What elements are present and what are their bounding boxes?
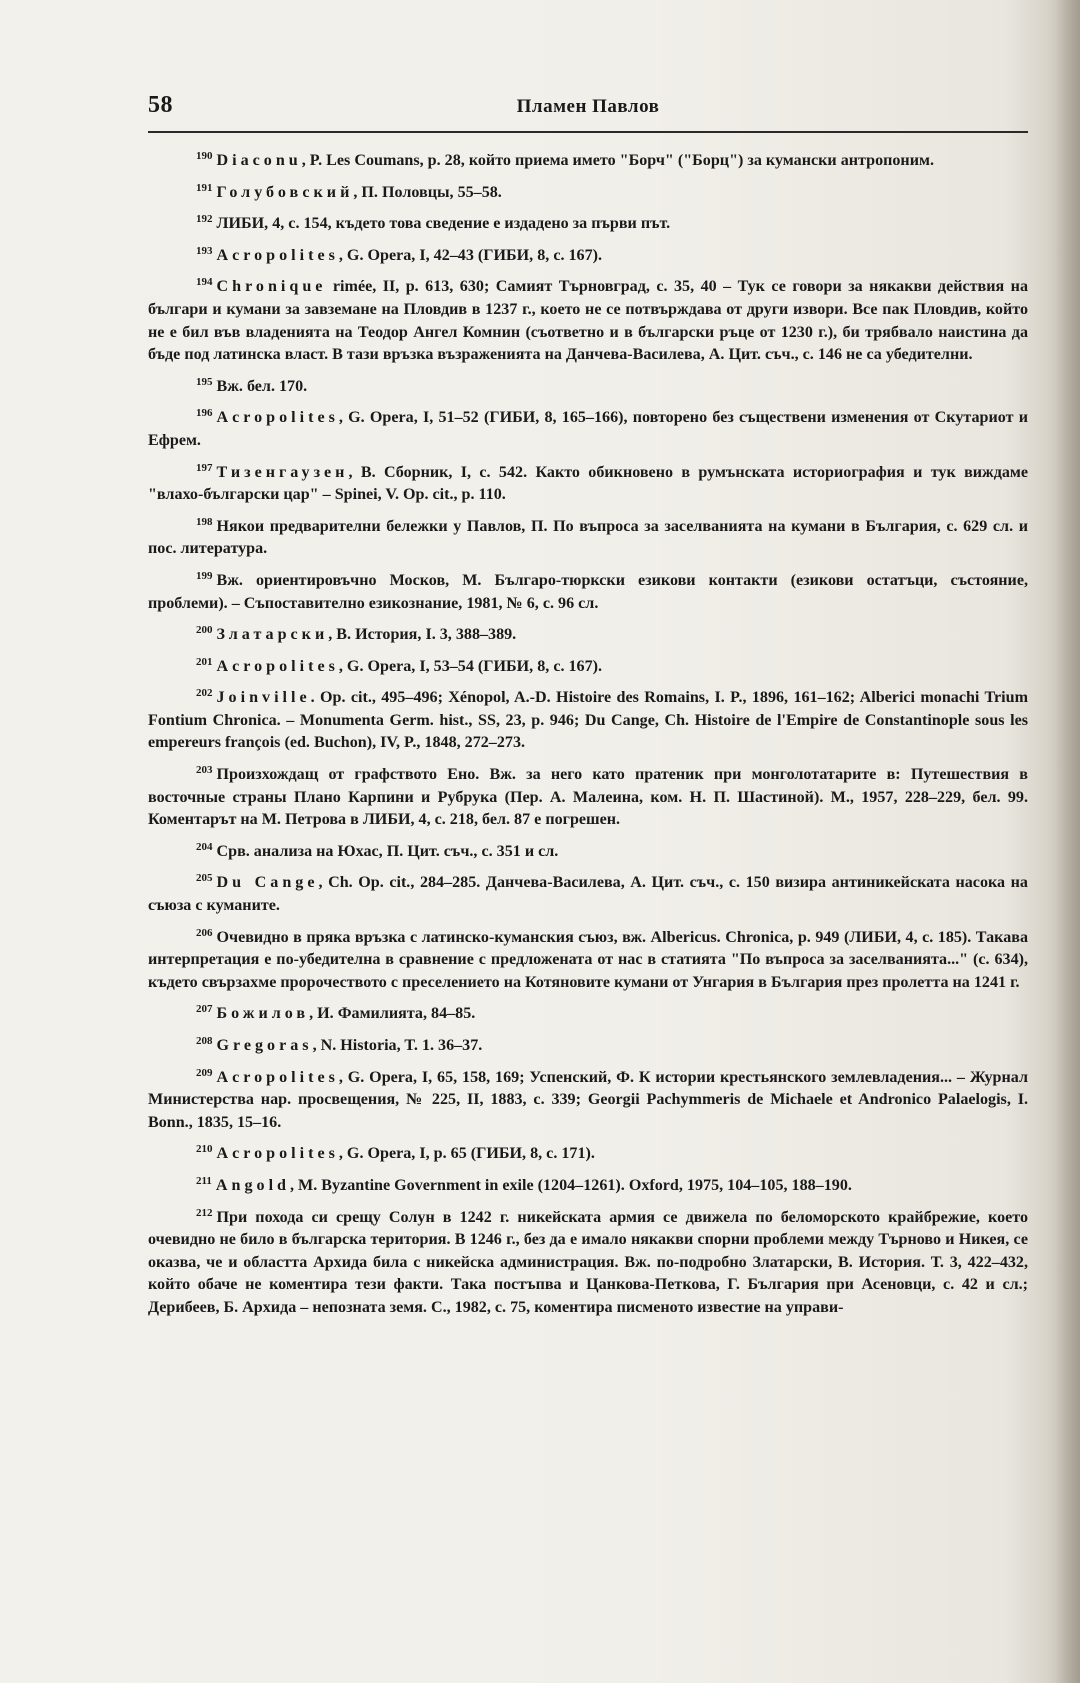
page-edge-shadow: [1054, 0, 1080, 1683]
footnote-text: Някои предварителни бележки у Павлов, П. По въпроса за заселванията на кумани в България, с. 629 сл. и пос. литература.: [148, 517, 1028, 558]
footnote: [148, 1202, 1028, 1320]
footnote-number: 207: [196, 1003, 213, 1016]
footnote: [148, 1170, 1028, 1198]
footnote-number: 212: [196, 1206, 213, 1219]
footnote-text: rimée, II, p. 613, 630; Самият Търновград, с. 35, 40 – Тук се говори за някакви действия на българи и кумани за завземане на Пловдив в 1237 г., което не се потвърждава от други извори. Все пак Пловдив, който не е бил във владенията на Теодор Ангел Комнин (съответно и в български ръце от 1230 г.), би трябвало наистина да бъде под латинска власт. В тази връзка възраженията на Данчева-Василева, А. Цит. съч., с. 146 не са убедителни.: [148, 278, 1028, 364]
footnote-number: 205: [196, 872, 213, 885]
footnote: [148, 511, 1028, 561]
header-rule: [148, 131, 1028, 133]
footnote-text: , G. Opera, I, 65, 158, 169; Успенский, Ф. К истории крестьянского землевладения... – Журнал Министерства нар. просвещения, № 225, II, 1883, с. 339; Georgii Pachymmeris de Michaele et Andronico Palaelogis, I. Bonn., 1835, 15–16.: [148, 1068, 1028, 1131]
footnote: [148, 836, 1028, 864]
footnote-number: 204: [196, 840, 213, 853]
footnote: [148, 371, 1028, 399]
footnote: [148, 177, 1028, 205]
footnote-number: 209: [196, 1066, 213, 1079]
footnote-number: 190: [196, 150, 213, 162]
footnote-number: 196: [196, 407, 213, 420]
footnote-author: Божилов: [216, 1005, 310, 1023]
footnote-author: Du Cange: [216, 874, 319, 892]
footnote-number: 193: [196, 244, 213, 257]
footnote-number: 191: [196, 181, 213, 194]
footnote-author: Acropolites: [216, 1145, 339, 1163]
footnote: [148, 1030, 1028, 1058]
footnote: [148, 1062, 1028, 1135]
footnote-text: . Op. cit., 495–496; Xénopol, A.-D. Histoire des Romains, I. P., 1896, 161–162; Alberici monachi Trium Fontium Chronica. – Monumenta Germ. hist., SS, 23, p. 946; Du Cange, Ch. Histoire de l'Empire de Constantinople sous les empereurs françois (ed. Buchon), IV, P., 1848, 272–273.: [148, 689, 1028, 752]
footnote-author: Acropolites: [216, 246, 339, 264]
footnote-author: Acropolites: [216, 1068, 339, 1086]
footnote-text: , И. Фамилията, 84–85.: [309, 1005, 476, 1023]
footnote-author: Acropolites: [216, 657, 339, 675]
page-number: 58: [148, 92, 173, 118]
footnote: [148, 402, 1028, 452]
footnote-text: , G. Opera, I, 53–54 (ГИБИ, 8, с. 167).: [338, 657, 603, 675]
footnote-number: 202: [196, 687, 213, 700]
footnote-number: 194: [196, 276, 213, 289]
footnote-number: 195: [196, 375, 213, 388]
footnote-author: Diaconu: [216, 152, 302, 169]
footnote-text: Произхождащ от графството Ено. Вж. за него като пратеник при монголотатарите в: Путешествия в восточные страны Плано Карпини и Рубрука (Пер. А. Малеина, ком. Н. П. Шастиной). М., 1957, 228–229, бел. 99. Коментарът на М. Петрова в ЛИБИ, 4, с. 218, бел. 87 е погрешен.: [148, 766, 1028, 829]
footnote-number: 208: [196, 1035, 213, 1047]
footnote: [148, 759, 1028, 832]
footnote: [148, 1138, 1028, 1166]
running-head: Пламен Павлов: [516, 96, 660, 117]
footnote-text: , П. Половцы, 55–58.: [353, 183, 502, 201]
footnote-text: Очевидно в пряка връзка с латинско-куманския съюз, вж. Albericus. Chronica, p. 949 (ЛИБИ, 4, с. 185). Такава интерпретация е по-убедителна в сравнение с предложената от нас в статията "По въпроса за заселванията..." (с. 634), където свързахме пророчеството с преселението на Котяновите кумани от Унгария в България през пролетта на 1241 г.: [148, 928, 1028, 991]
footnote-number: 200: [196, 624, 213, 637]
footnote-text: , G. Opera, I, 42–43 (ГИБИ, 8, с. 167).: [338, 246, 603, 264]
footnote-number: 197: [196, 461, 213, 474]
footnote: [148, 998, 1028, 1026]
footnote-author: Angold: [215, 1176, 290, 1194]
footnote-author: Joinville: [216, 689, 311, 707]
footnote: [148, 457, 1028, 507]
footnote-author: Златарски: [216, 626, 329, 644]
footnote-text: , Ch. Op. cit., 284–285. Данчева-Василева, А. Цит. съч., с. 150 визира антиникейската насока на съюза с куманите.: [148, 874, 1028, 915]
footnote-text: , G. Opera, I, 51–52 (ГИБИ, 8, 165–166), повторено без съществени изменения от Скутариот и Ефрем.: [148, 409, 1028, 449]
footnote: [148, 565, 1028, 615]
footnote-text: , P. Les Coumans, p. 28, който приема името "Борч" ("Борц") за кумански антропоним.: [301, 152, 934, 169]
footnote-text: Вж. бел. 170.: [216, 377, 308, 395]
footnote-text: Срв. анализа на Юхас, П. Цит. съч., с. 351 и сл.: [216, 842, 559, 860]
footnote-author: Acropolites: [216, 409, 339, 427]
footnote: [148, 651, 1028, 679]
footnote-text: , В. История, I. 3, 388–389.: [328, 626, 517, 644]
footnote-text: , G. Opera, I, p. 65 (ГИБИ, 8, с. 171).: [338, 1145, 595, 1163]
footnote: [148, 145, 1028, 173]
footnote-number: 210: [196, 1143, 213, 1156]
footnote: [148, 867, 1028, 917]
footnote-author: Тизенгаузен: [216, 463, 349, 481]
footnote-number: 198: [196, 515, 213, 528]
page-header: [148, 88, 1028, 128]
footnote: [148, 271, 1028, 366]
footnote: [148, 682, 1028, 755]
footnotes-section: [148, 145, 1028, 1324]
footnote-author: Chronique: [216, 278, 327, 296]
footnote-number: 203: [196, 764, 213, 777]
footnote-number: 201: [196, 655, 213, 668]
footnote-text: ЛИБИ, 4, с. 154, където това сведение е издадено за първи път.: [216, 215, 671, 233]
footnote-number: 206: [196, 926, 213, 939]
footnote-number: 199: [196, 569, 213, 582]
footnote: [148, 922, 1028, 995]
footnote: [148, 619, 1028, 647]
footnote-author: Gregoras: [216, 1037, 313, 1054]
footnote: [148, 208, 1028, 236]
footnote-text: При похода си срещу Солун в 1242 г. никейската армия се движела по беломорското крайбрежие, което очевидно не било в българска територия. В 1246 г., без да е имало някакви спорни проблеми между Търново и Никея, се оказва, че и областта Архида била с никейска администрация. Вж. по-подробно Златарски, В. История. Т. 3, 422–432, който обаче не коментира тези факти. Така постъпва и Цанкова-Петкова, Г. България при Асеновци, с. 42 и сл.; Дерибеев, Б. Архида – непозната земя. С., 1982, с. 75, коментира писменото известие на управи-: [148, 1208, 1028, 1316]
footnote-number: 211: [196, 1174, 212, 1187]
footnote-author: Голубовский: [216, 183, 354, 201]
footnote-number: 192: [196, 213, 213, 226]
footnote: [148, 240, 1028, 268]
footnote-text: , M. Byzantine Government in exile (1204–1261). Oxford, 1975, 104–105, 188–190.: [290, 1176, 852, 1194]
footnote-text: , В. Сборник, I, с. 542. Както обикновено в румънската историография и тук виждаме "влахо-български цар" – Spinei, V. Op. cit., p. 110.: [148, 463, 1028, 504]
footnote-text: Вж. ориентировъчно Москов, М. Българо-тюркски езикови контакти (езикови остатъци, състояние, проблеми). – Съпоставително езикознание, 1981, № 6, с. 96 сл.: [148, 571, 1028, 612]
footnote-text: , N. Historia, T. 1. 36–37.: [312, 1037, 483, 1054]
